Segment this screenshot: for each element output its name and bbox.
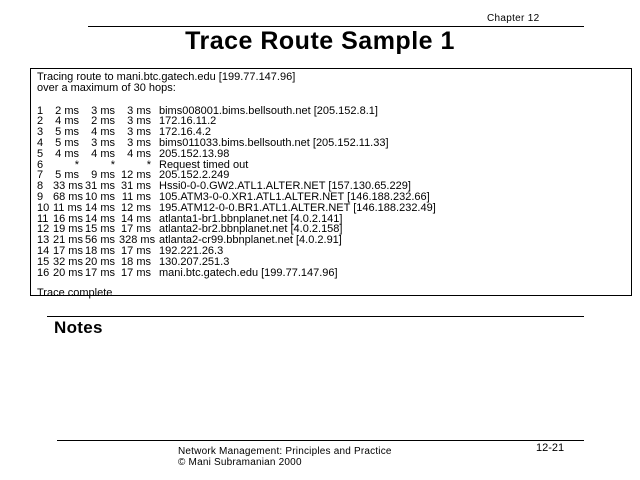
hop-time-1: 5 ms	[55, 126, 79, 139]
trace-max-hops-line: over a maximum of 30 hops:	[37, 81, 176, 94]
hop-time-3: 11 ms	[121, 190, 151, 203]
hop-time-2: 18 ms	[85, 244, 115, 257]
hop-time-2: 9 ms	[91, 169, 115, 182]
hop-time-1: 5 ms	[55, 136, 79, 149]
hop-number: 11	[37, 212, 49, 225]
hop-time-1: 11 ms	[53, 201, 83, 214]
hop-time-3: 3 ms	[127, 126, 151, 139]
hop-time-3: *	[146, 158, 151, 171]
hop-time-2: 3 ms	[91, 136, 115, 149]
hop-destination: atlanta2-br2.bbnplanet.net [4.0.2.158]	[159, 223, 343, 236]
hop-list	[37, 106, 631, 279]
hop-time-1: 2 ms	[55, 104, 79, 117]
footer-divider	[57, 440, 584, 441]
hop-time-2: 3 ms	[91, 104, 115, 117]
hop-number: 15	[37, 255, 50, 268]
hop-row	[37, 257, 631, 268]
hop-destination: atlanta1-br1.bbnplanet.net [4.0.2.141]	[159, 212, 343, 225]
footer-copyright: © Mani Subramanian 2000	[178, 457, 302, 468]
hop-time-3: 17 ms	[121, 223, 151, 236]
hop-time-3: 12 ms	[121, 201, 151, 214]
hop-time-2: 15 ms	[85, 223, 115, 236]
hop-destination: bims008001.bims.bellsouth.net [205.152.8.1]	[159, 104, 378, 117]
trace-output-box	[30, 68, 632, 300]
hop-number: 14	[37, 244, 50, 257]
trace-header	[37, 72, 631, 94]
hop-time-1: 20 ms	[53, 266, 83, 279]
hop-time-1: 68 ms	[53, 190, 83, 203]
hop-row	[37, 116, 631, 127]
hop-destination: mani.btc.gatech.edu [199.77.147.96]	[159, 266, 338, 279]
page-number: 12-21	[536, 442, 565, 454]
slide-title: Trace Route Sample 1	[185, 27, 455, 55]
hop-number: 6	[37, 158, 44, 171]
hop-number: 2	[37, 115, 44, 128]
hop-time-1: 21 ms	[53, 234, 83, 247]
hop-time-3: 328 ms	[119, 234, 156, 247]
hop-time-3: 12 ms	[121, 169, 151, 182]
hop-time-1: 33 ms	[53, 180, 83, 193]
hop-time-2: 14 ms	[85, 212, 115, 225]
hop-time-3: 4 ms	[127, 147, 151, 160]
chapter-label: Chapter 12	[487, 13, 540, 24]
hop-time-2: 20 ms	[85, 255, 115, 268]
hop-destination: 105.ATM3-0-0.XR1.ATL1.ALTER.NET [146.188.232.66]	[159, 190, 430, 203]
hop-time-1: *	[74, 158, 79, 171]
hop-time-3: 3 ms	[127, 104, 151, 117]
trace-complete-line: Trace complete	[37, 287, 113, 300]
hop-time-1: 17 ms	[53, 244, 83, 257]
notes-divider	[47, 316, 584, 317]
hop-destination: Request timed out	[159, 158, 249, 171]
hop-time-1: 4 ms	[55, 147, 79, 160]
hop-destination: 130.207.251.3	[159, 255, 230, 268]
hop-destination: 205.152.13.98	[159, 147, 230, 160]
hop-time-1: 19 ms	[53, 223, 83, 236]
hop-number: 7	[37, 169, 44, 182]
hop-time-2: 4 ms	[91, 147, 115, 160]
hop-time-2: 4 ms	[91, 126, 115, 139]
hop-time-3: 17 ms	[121, 266, 151, 279]
hop-number: 5	[37, 147, 44, 160]
hop-destination: 192.221.26.3	[159, 244, 224, 257]
hop-time-1: 16 ms	[53, 212, 83, 225]
footer-book-title: Network Management: Principles and Practice	[178, 446, 392, 457]
hop-destination: 172.16.11.2	[159, 115, 217, 128]
trace-target-line: Tracing route to mani.btc.gatech.edu [199.77.147.96]	[37, 71, 296, 83]
notes-heading: Notes	[54, 318, 103, 337]
hop-time-2: 31 ms	[85, 180, 115, 193]
hop-time-1: 5 ms	[55, 169, 79, 182]
hop-destination: 195.ATM12-0-0.BR1.ATL1.ALTER.NET [146.188.232.49]	[159, 201, 436, 214]
hop-number: 1	[37, 104, 44, 117]
hop-time-2: 14 ms	[85, 201, 115, 214]
hop-number: 12	[37, 223, 50, 236]
hop-destination: 205.152.2.249	[159, 169, 230, 182]
hop-time-3: 31 ms	[121, 180, 151, 193]
hop-time-2: 10 ms	[85, 190, 115, 203]
hop-destination: Hssi0-0-0.GW2.ATL1.ALTER.NET [157.130.65.229]	[159, 180, 411, 193]
hop-row	[37, 268, 631, 279]
hop-time-2: *	[110, 158, 115, 171]
hop-destination: atlanta2-cr99.bbnplanet.net [4.0.2.91]	[159, 234, 342, 247]
hop-time-3: 14 ms	[121, 212, 151, 225]
hop-destination: 172.16.4.2	[159, 126, 211, 139]
hop-time-3: 3 ms	[127, 136, 151, 149]
hop-time-3: 3 ms	[127, 115, 151, 128]
hop-number: 16	[37, 266, 50, 279]
hop-number: 4	[37, 136, 44, 149]
hop-row	[37, 138, 631, 149]
hop-time-2: 17 ms	[85, 266, 115, 279]
hop-time-2: 56 ms	[85, 234, 115, 247]
hop-time-1: 32 ms	[53, 255, 83, 268]
hop-time-2: 2 ms	[91, 115, 115, 128]
hop-number: 3	[37, 126, 44, 139]
hop-number: 9	[37, 190, 44, 203]
hop-number: 13	[37, 234, 50, 247]
hop-row	[37, 149, 631, 160]
hop-time-3: 17 ms	[121, 244, 151, 257]
hop-destination: bims011033.bims.bellsouth.net [205.152.11.33]	[159, 136, 389, 149]
hop-time-3: 18 ms	[121, 255, 151, 268]
hop-row	[37, 203, 631, 214]
hop-row	[37, 106, 631, 117]
hop-number: 8	[37, 180, 44, 193]
hop-time-1: 4 ms	[55, 115, 79, 128]
hop-number: 10	[37, 201, 50, 214]
